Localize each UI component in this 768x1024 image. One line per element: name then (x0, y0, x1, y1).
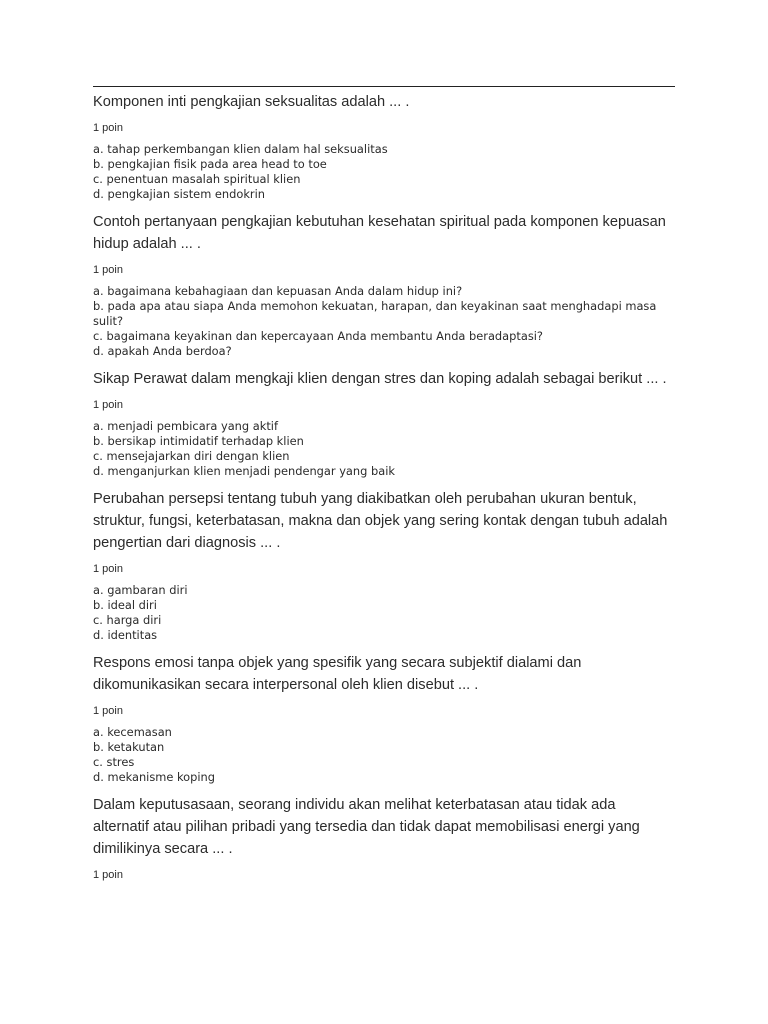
question-points: 1 poin (93, 122, 123, 134)
question-text: Respons emosi tanpa objek yang spesifik yang secara subjektif dialami dan dikomunikasikan secara interpersonal oleh klien disebut ... . (93, 655, 582, 693)
option-list (93, 725, 675, 785)
question-points: 1 poin (93, 264, 123, 276)
option-c: c. harga diri (93, 613, 162, 627)
option-a: a. kecemasan (93, 725, 172, 739)
question-points: 1 poin (93, 705, 123, 717)
option-a: a. menjadi pembicara yang aktif (93, 419, 278, 433)
question-text: Dalam keputusasaan, seorang individu akan melihat keterbatasan atau tidak ada alternatif atau pilihan pribadi yang tersedia dan tidak dapat memobilisasi energi yang dimilikinya secara ... . (93, 797, 640, 857)
question-3 (93, 368, 675, 479)
option-a: a. bagaimana kebahagiaan dan kepuasan Anda dalam hidup ini? (93, 284, 463, 298)
option-a: a. tahap perkembangan klien dalam hal seksualitas (93, 142, 388, 156)
question-1 (93, 91, 675, 202)
option-c: c. stres (93, 755, 135, 769)
question-points: 1 poin (93, 869, 123, 881)
top-divider (93, 86, 675, 87)
option-c: c. mensejajarkan diri dengan klien (93, 449, 290, 463)
question-4 (93, 488, 675, 643)
option-list (93, 142, 675, 202)
question-text: Contoh pertanyaan pengkajian kebutuhan kesehatan spiritual pada komponen kepuasan hidup adalah ... . (93, 214, 666, 252)
question-2 (93, 211, 675, 359)
option-list (93, 284, 675, 359)
option-d: d. identitas (93, 628, 158, 642)
option-b: b. ketakutan (93, 740, 165, 754)
option-list (93, 419, 675, 479)
option-d: d. mekanisme koping (93, 770, 215, 784)
option-b: b. ideal diri (93, 598, 157, 612)
document-page (93, 86, 675, 889)
option-b: b. pengkajian fisik pada area head to toe (93, 157, 327, 171)
option-b: b. bersikap intimidatif terhadap klien (93, 434, 304, 448)
question-text: Perubahan persepsi tentang tubuh yang diakibatkan oleh perubahan ukuran bentuk, struktur, fungsi, keterbatasan, makna dan objek yang sering kontak dengan tubuh adalah pengertian dari diagnosis ... . (93, 491, 668, 551)
option-d: d. menganjurkan klien menjadi pendengar yang baik (93, 464, 395, 478)
question-text: Sikap Perawat dalam mengkaji klien dengan stres dan koping adalah sebagai berikut ... . (93, 371, 667, 387)
question-text: Komponen inti pengkajian seksualitas adalah ... . (93, 94, 410, 110)
question-points: 1 poin (93, 563, 123, 575)
option-c: c. bagaimana keyakinan dan kepercayaan Anda membantu Anda beradaptasi? (93, 329, 543, 343)
option-b: b. pada apa atau siapa Anda memohon kekuatan, harapan, dan keyakinan saat menghadapi masa sulit? (93, 299, 657, 328)
question-points: 1 poin (93, 399, 123, 411)
option-d: d. pengkajian sistem endokrin (93, 187, 265, 201)
question-5 (93, 652, 675, 785)
option-d: d. apakah Anda berdoa? (93, 344, 232, 358)
question-6 (93, 794, 675, 882)
option-a: a. gambaran diri (93, 583, 188, 597)
option-c: c. penentuan masalah spiritual klien (93, 172, 301, 186)
option-list (93, 583, 675, 643)
